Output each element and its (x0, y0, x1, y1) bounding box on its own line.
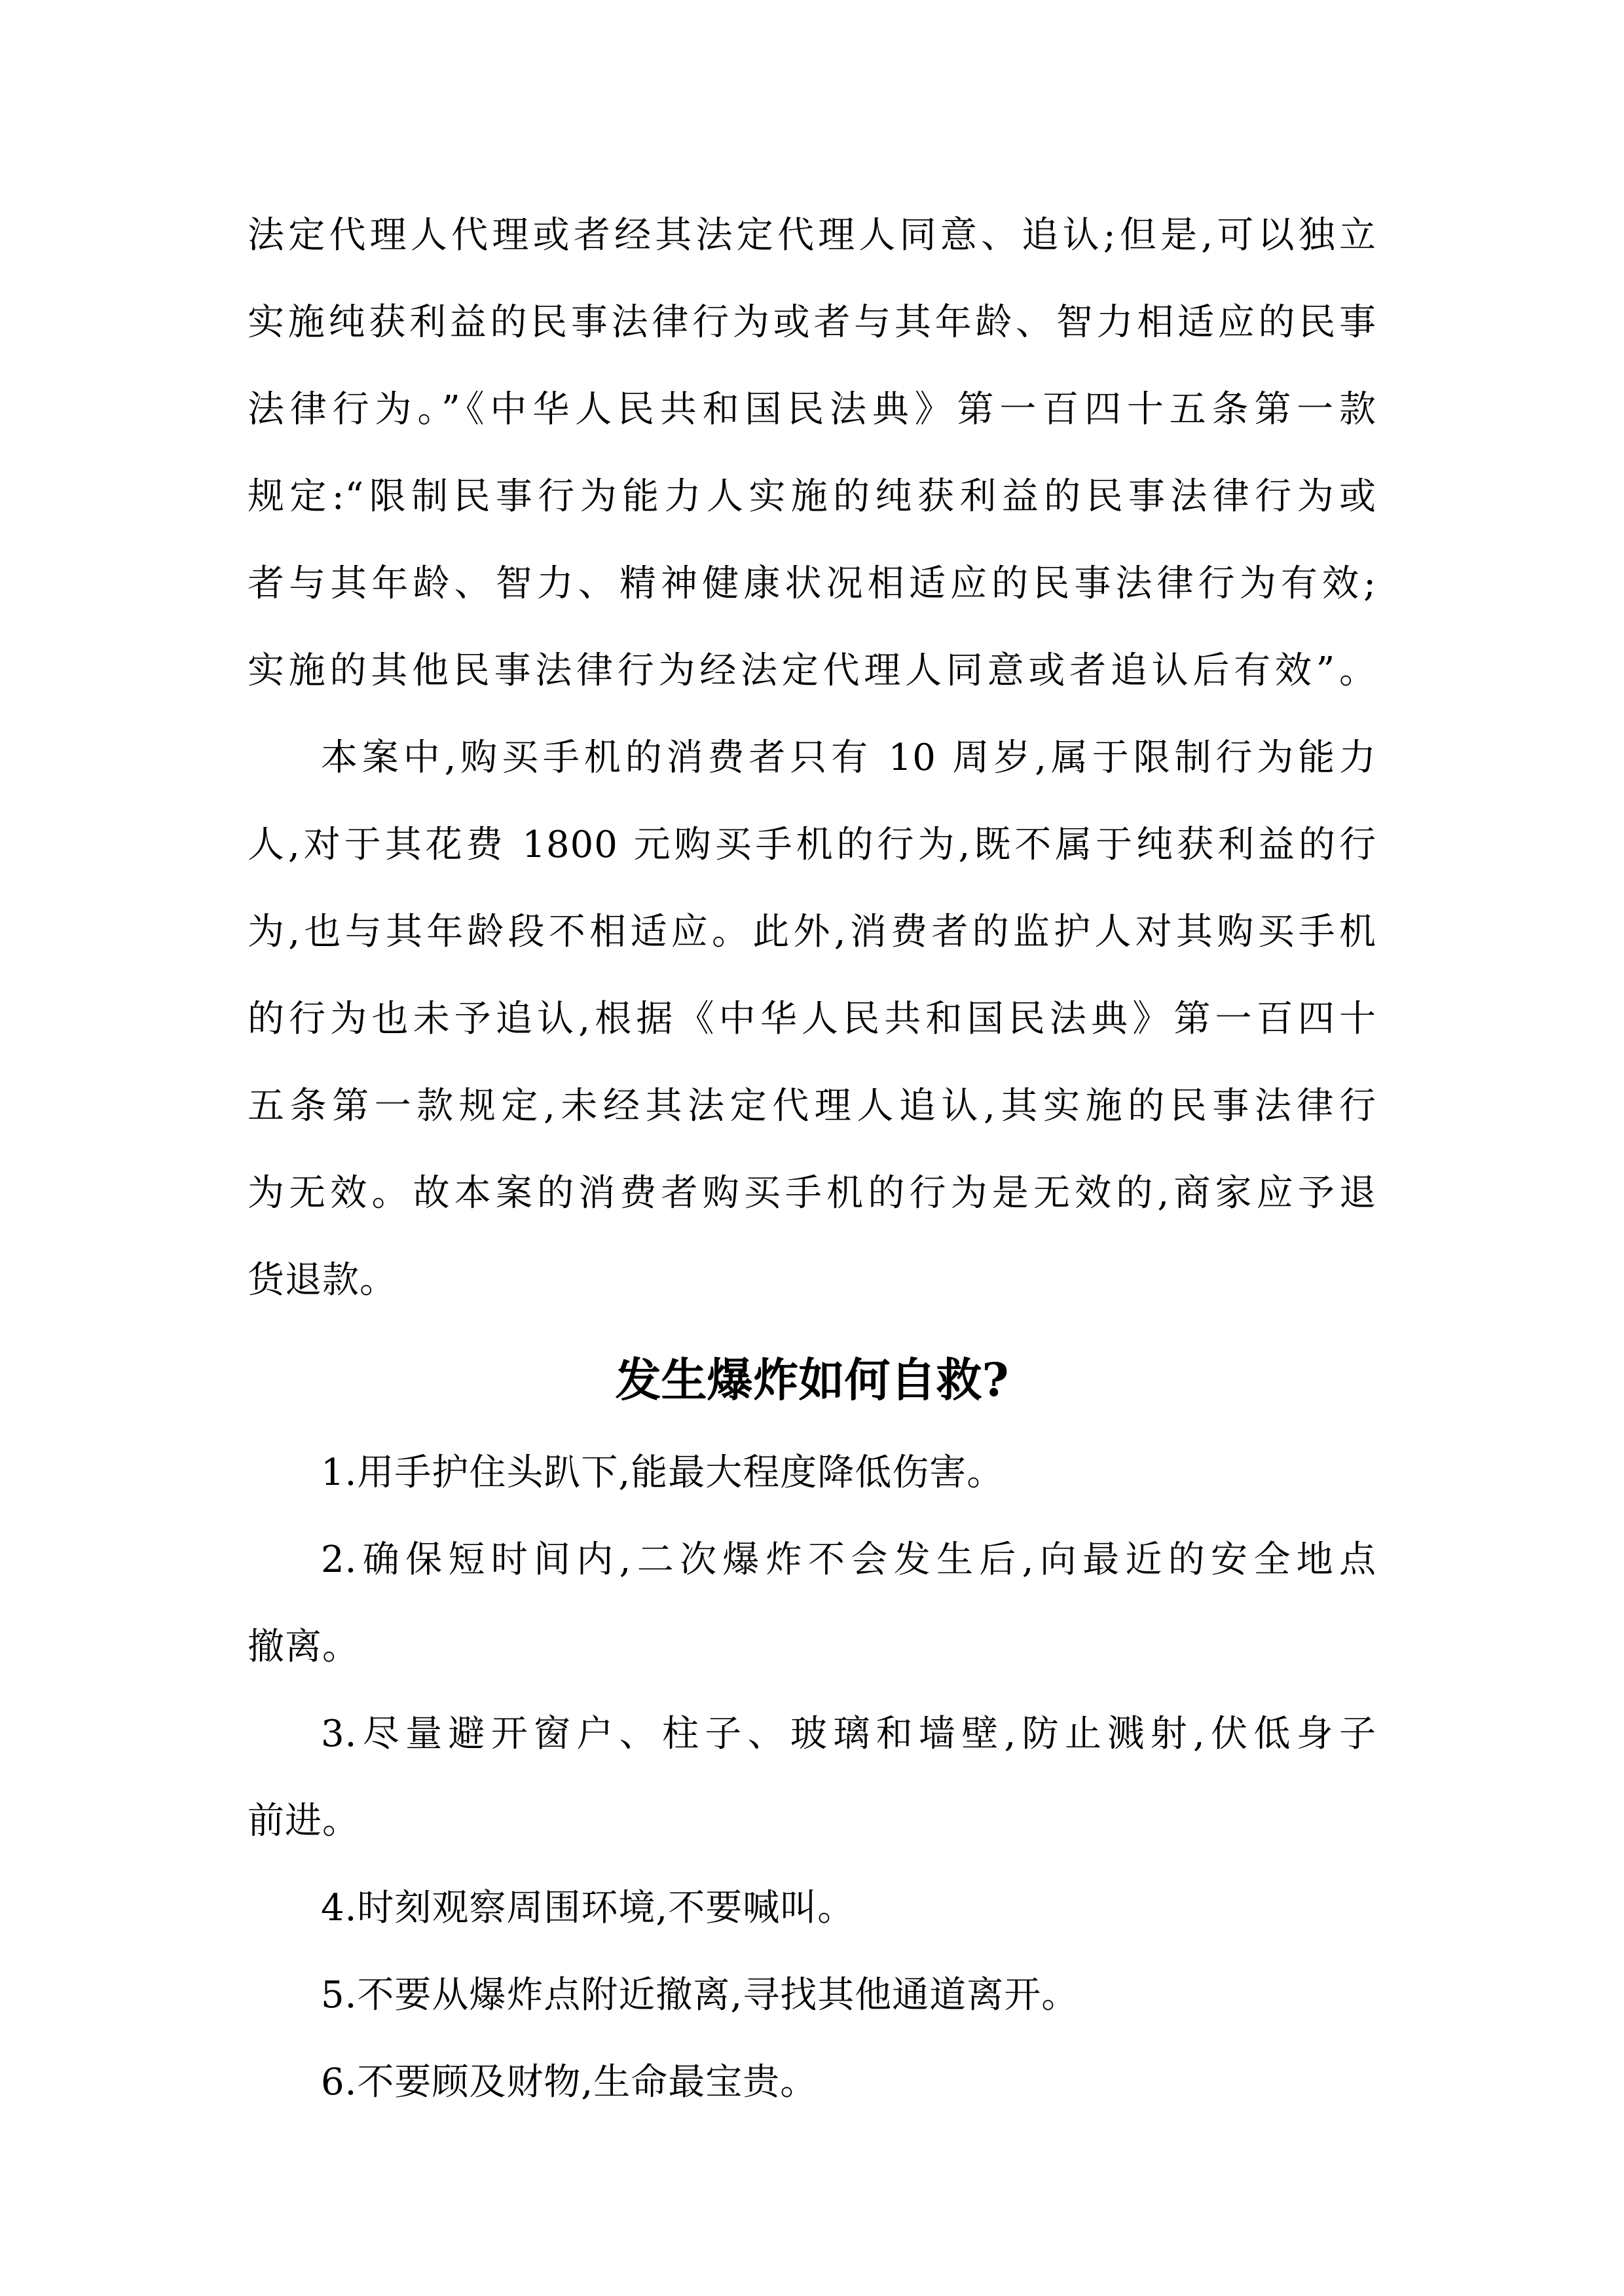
section-title: 发生爆炸如何自救? (615, 1353, 1009, 1407)
passage-line: 实施纯获利益的民事法律行为或者与其年龄、智力相适应的民事 (248, 301, 1376, 344)
case-analysis-line: 为无效。故本案的消费者购买手机的行为是无效的,商家应予退 (248, 1172, 1376, 1214)
case-analysis-line: 货退款。 (248, 1259, 397, 1302)
passage-line: 者与其年龄、智力、精神健康状况相适应的民事法律行为有效; (248, 562, 1376, 605)
list-item: 2.确保短时间内,二次爆炸不会发生后,向最近的安全地点 (321, 1539, 1376, 1581)
list-item-continuation: 前进。 (248, 1800, 360, 1842)
list-item: 6.不要顾及财物,生命最宝贵。 (321, 2061, 818, 2104)
case-analysis-line: 人,对于其花费 1800 元购买手机的行为,既不属于纯获利益的行 (248, 824, 1376, 866)
passage-line: 规定:“限制民事行为能力人实施的纯获利益的民事法律行为或 (248, 475, 1376, 518)
case-analysis-line: 五条第一款规定,未经其法定代理人追认,其实施的民事法律行 (248, 1085, 1376, 1127)
list-item-continuation: 撤离。 (248, 1626, 360, 1668)
case-analysis-line: 的行为也未予追认,根据《中华人民共和国民法典》第一百四十 (248, 998, 1376, 1040)
list-item: 5.不要从爆炸点附近撤离,寻找其他通道离开。 (321, 1974, 1079, 2016)
list-item: 4.时刻观察周围环境,不要喊叫。 (321, 1887, 855, 1929)
passage-line: 法律行为。”《中华人民共和国民法典》第一百四十五条第一款 (248, 388, 1376, 431)
list-item: 3.尽量避开窗户、柱子、玻璃和墙壁,防止溅射,伏低身子 (321, 1713, 1376, 1755)
case-analysis-line: 为,也与其年龄段不相适应。此外,消费者的监护人对其购买手机 (248, 911, 1376, 953)
passage-line: 法定代理人代理或者经其法定代理人同意、追认;但是,可以独立 (248, 214, 1376, 257)
passage-line: 实施的其他民事法律行为经法定代理人同意或者追认后有效”。 (248, 649, 1376, 692)
list-item: 1.用手护住头趴下,能最大程度降低伤害。 (321, 1451, 1005, 1494)
case-analysis-line: 本案中,购买手机的消费者只有 10 周岁,属于限制行为能力 (321, 737, 1376, 779)
